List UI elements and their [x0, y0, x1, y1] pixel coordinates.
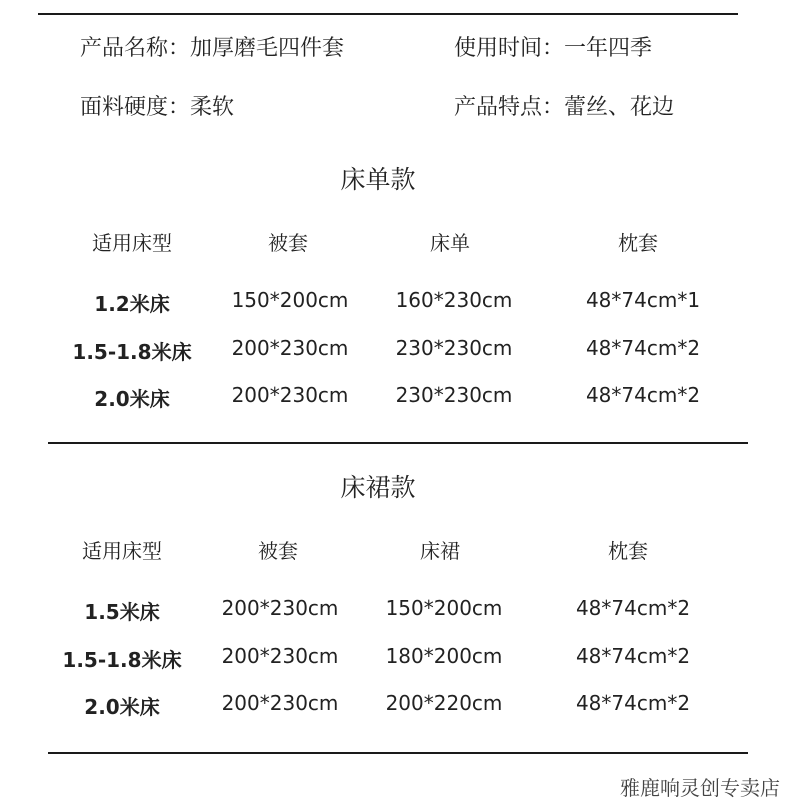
table-cell: 230*230cm: [395, 383, 513, 407]
table-cell: 200*230cm: [221, 644, 339, 668]
table-header: 适用床型: [82, 539, 162, 563]
table-cell: 160*230cm: [395, 288, 513, 312]
table-cell: 1.5-1.8米床: [62, 648, 182, 672]
table-cell: 150*200cm: [231, 288, 349, 312]
table-cell: 48*74cm*2: [575, 596, 691, 620]
table-cell: 48*74cm*2: [585, 336, 701, 360]
table-header: 被套: [258, 539, 298, 563]
table-cell: 180*200cm: [385, 644, 503, 668]
table-cell: 200*230cm: [231, 336, 349, 360]
table-cell: 1.5米床: [84, 600, 160, 624]
table-cell: 1.5-1.8米床: [72, 340, 192, 364]
bottom-divider: [48, 752, 748, 754]
product-name: 产品名称：加厚磨毛四件套: [80, 36, 345, 61]
table-cell: 2.0米床: [84, 695, 160, 719]
table-header: 枕套: [618, 231, 658, 255]
table-cell: 48*74cm*2: [585, 383, 701, 407]
table-cell: 200*230cm: [221, 691, 339, 715]
table-header: 适用床型: [92, 231, 172, 255]
table-cell: 150*200cm: [385, 596, 503, 620]
table-header: 被套: [268, 231, 308, 255]
skirt-section-title: 床裙款: [340, 473, 416, 502]
table-cell: 48*74cm*2: [575, 644, 691, 668]
table-cell: 48*74cm*2: [575, 691, 691, 715]
table-header: 床裙: [420, 539, 460, 563]
table-cell: 200*220cm: [385, 691, 503, 715]
table-header: 枕套: [608, 539, 648, 563]
section-divider: [48, 442, 748, 444]
product-features: 产品特点：蕾丝、花边: [454, 95, 675, 120]
table-cell: 200*230cm: [231, 383, 349, 407]
fabric-softness: 面料硬度：柔软: [80, 95, 235, 120]
table-cell: 2.0米床: [94, 387, 170, 411]
table-cell: 1.2米床: [94, 292, 170, 316]
sheet-section-title: 床单款: [340, 165, 416, 194]
table-header: 床单: [430, 231, 470, 255]
usage-time: 使用时间：一年四季: [454, 36, 653, 61]
table-cell: 48*74cm*1: [585, 288, 701, 312]
shop-watermark: 雅鹿响灵创专卖店: [620, 776, 780, 800]
table-cell: 230*230cm: [395, 336, 513, 360]
table-cell: 200*230cm: [221, 596, 339, 620]
top-divider: [38, 13, 738, 15]
